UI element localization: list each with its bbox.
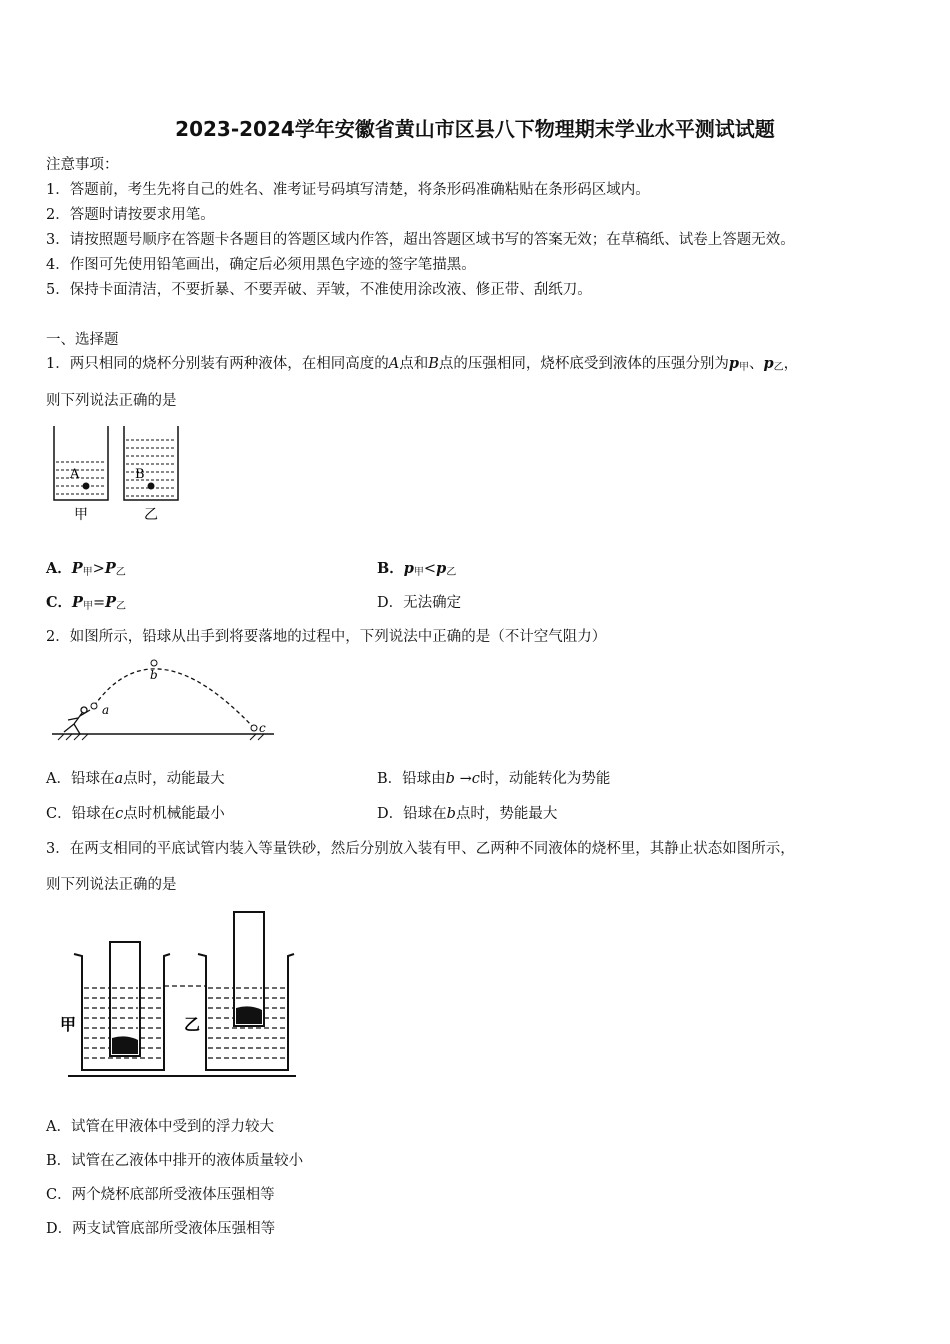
ball-point-c	[251, 725, 257, 731]
label-c: c	[259, 721, 266, 735]
label-b: b	[150, 668, 158, 682]
label-a: A	[70, 467, 80, 482]
q1-stem-line2: 则下列说法正确的是	[46, 393, 177, 409]
q2-option-d[interactable]: D．铅球在b点时，势能最大	[377, 806, 558, 822]
q1-option-b[interactable]: B．$p_甲<p_乙$	[377, 560, 457, 578]
point-a-dot	[83, 483, 90, 490]
caption-yi: 乙	[144, 507, 158, 523]
label-yi: 乙	[184, 1015, 201, 1034]
q2-option-c[interactable]: C．铅球在c点时机械能最小	[46, 806, 225, 822]
note-item: 2．答题时请按要求用笔。	[46, 207, 215, 223]
label-jia: 甲	[60, 1015, 77, 1034]
q1-beakers-figure	[46, 420, 196, 530]
note-item: 3．请按照题号顺序在答题卡各题目的答题区域内作答，超出答题区域书写的答案无效；在草稿纸、试卷上答题无效。	[46, 232, 795, 248]
thrower-figure	[64, 707, 90, 734]
label-a: a	[102, 703, 110, 717]
note-item: 4．作图可先使用铅笔画出，确定后必须用黑色字迹的签字笔描黑。	[46, 257, 476, 273]
page-title: 2023-2024学年安徽省黄山市区县八下物理期末学业水平测试试题	[175, 117, 775, 141]
note-item: 5．保持卡面清洁，不要折暴、不要弄破、弄皱，不准使用涂改液、修正带、刮纸刀。	[46, 282, 592, 298]
q3-option-c[interactable]: C．两个烧杯底部所受液体压强相等	[46, 1187, 275, 1203]
point-b-dot	[148, 483, 155, 490]
q2-shot-put-figure	[50, 652, 280, 748]
iron-sand-yi	[236, 1006, 262, 1024]
q3-stem-line2: 则下列说法正确的是	[46, 877, 177, 893]
q1-option-a[interactable]: A．$P_甲>P_乙$	[46, 560, 126, 578]
label-b: B	[135, 467, 145, 482]
q3-option-b[interactable]: B．试管在乙液体中排开的液体质量较小	[46, 1153, 304, 1169]
q3-option-a[interactable]: A．试管在甲液体中受到的浮力较大	[46, 1119, 274, 1135]
caption-jia: 甲	[74, 507, 88, 523]
q1-option-d[interactable]: D．无法确定	[377, 595, 462, 611]
notes-heading: 注意事项：	[46, 157, 119, 173]
note-item: 1．答题前，考生先将自己的姓名、准考证号码填写清楚，将条形码准确粘贴在条形码区域内。	[46, 182, 650, 198]
q2-stem: 2．如图所示，铅球从出手到将要落地的过程中，下列说法中正确的是（不计空气阻力）	[46, 629, 607, 645]
iron-sand-jia	[112, 1036, 138, 1054]
ball-point-a	[91, 703, 97, 709]
q1-stem-line1: 1．两只相同的烧杯分别装有两种液体，在相同高度的A点和B点的压强相同，烧杯底受到液体的压强分别为$p_甲$、$p_乙$，	[46, 355, 799, 373]
q3-test-tubes-figure	[56, 906, 306, 1084]
q3-option-d[interactable]: D．两支试管底部所受液体压强相等	[46, 1221, 276, 1237]
q1-option-c[interactable]: C．$P_甲=P_乙$	[46, 594, 127, 612]
q2-option-b[interactable]: B．铅球由b →c时，动能转化为势能	[377, 771, 611, 787]
ball-point-b	[151, 660, 157, 666]
q3-stem-line1: 3．在两支相同的平底试管内装入等量铁砂，然后分别放入装有甲、乙两种不同液体的烧杯里，其静止状态如图所示，	[46, 841, 795, 857]
section-heading: 一、选择题	[46, 332, 119, 348]
q2-option-a[interactable]: A．铅球在a点时，动能最大	[46, 771, 225, 787]
